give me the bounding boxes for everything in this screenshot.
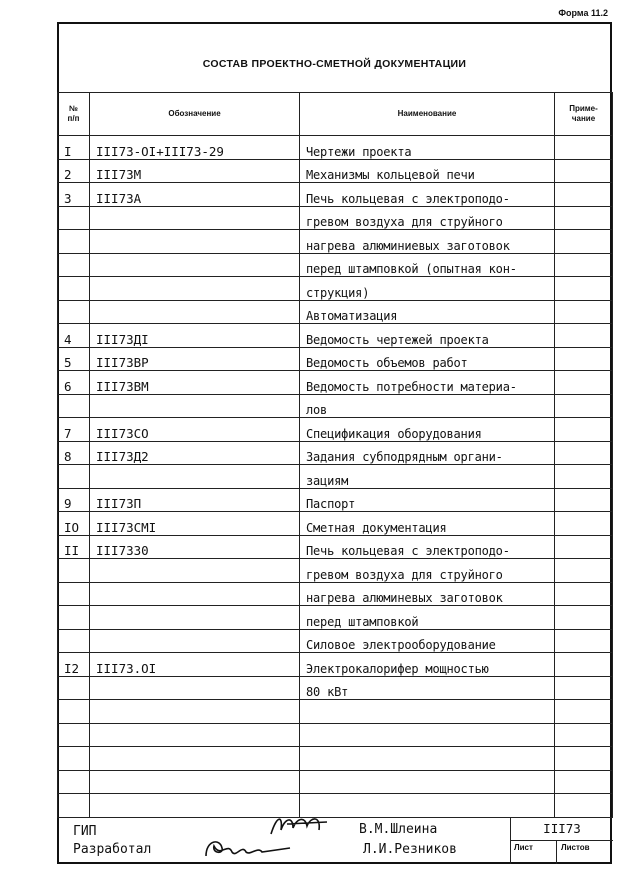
table-row [58, 159, 613, 183]
row-note [555, 653, 613, 677]
table-body [58, 136, 613, 818]
row-note [555, 159, 613, 183]
table-row [58, 676, 613, 700]
table-row [58, 512, 613, 536]
row-name: перед штамповкой [300, 606, 555, 630]
row-designation: III73ДI [90, 324, 300, 348]
row-name: Задания субподрядным органи- [300, 441, 555, 465]
row-name: 80 кВт [300, 676, 555, 700]
role-developer: Разработал [73, 842, 152, 857]
row-name: Автоматизация [300, 300, 555, 324]
row-name: Ведомость чертежей проекта [300, 324, 555, 348]
table-row [58, 606, 613, 630]
row-designation: III73.OI [90, 653, 300, 677]
row-number [58, 277, 90, 301]
row-note [555, 206, 613, 230]
row-name: Спецификация оборудования [300, 418, 555, 442]
row-name [300, 747, 555, 771]
row-number: II [58, 535, 90, 559]
stamp-sheets-label: Листов [561, 843, 590, 852]
person-developer: Л.И.Резников [363, 842, 457, 857]
table-row [58, 371, 613, 395]
row-note [555, 535, 613, 559]
row-number: 2 [58, 159, 90, 183]
row-number [58, 253, 90, 277]
form-label: Форма 11.2 [558, 8, 608, 18]
row-name: Ведомость потребности материа- [300, 371, 555, 395]
stamp-column-divider [556, 840, 557, 864]
table-row [58, 770, 613, 794]
row-designation: III73CO [90, 418, 300, 442]
row-number [58, 465, 90, 489]
row-note [555, 324, 613, 348]
row-name: струкция) [300, 277, 555, 301]
row-designation [90, 629, 300, 653]
row-name: Паспорт [300, 488, 555, 512]
role-gip: ГИП [73, 824, 97, 839]
table-row [58, 277, 613, 301]
row-number: 6 [58, 371, 90, 395]
row-designation [90, 465, 300, 489]
table-row [58, 136, 613, 160]
stamp-divider [511, 840, 613, 841]
table-row [58, 629, 613, 653]
table-row [58, 559, 613, 583]
row-designation [90, 770, 300, 794]
row-number: 5 [58, 347, 90, 371]
row-designation: III73Д2 [90, 441, 300, 465]
row-note [555, 488, 613, 512]
row-number [58, 394, 90, 418]
row-name: Электрокалорифер мощностью [300, 653, 555, 677]
row-number [58, 676, 90, 700]
row-number [58, 606, 90, 630]
row-note [555, 676, 613, 700]
header-name: Наименование [300, 93, 555, 136]
row-number [58, 230, 90, 254]
row-name: гревом воздуха для струйного [300, 559, 555, 583]
row-note [555, 277, 613, 301]
row-number [58, 300, 90, 324]
row-name [300, 770, 555, 794]
table-row [58, 206, 613, 230]
row-number: I2 [58, 653, 90, 677]
row-name: нагрева алюминиевых заготовок [300, 230, 555, 254]
row-note [555, 700, 613, 724]
row-note [555, 465, 613, 489]
row-name: Сметная документация [300, 512, 555, 536]
row-name: перед штамповкой (опытная кон- [300, 253, 555, 277]
table-row [58, 394, 613, 418]
row-designation [90, 394, 300, 418]
row-designation: III7330 [90, 535, 300, 559]
row-name: Силовое электрооборудование [300, 629, 555, 653]
documentation-table [57, 92, 613, 818]
row-designation [90, 606, 300, 630]
row-note [555, 394, 613, 418]
row-note [555, 230, 613, 254]
row-name: лов [300, 394, 555, 418]
row-designation: III73BM [90, 371, 300, 395]
row-note [555, 418, 613, 442]
table-row [58, 582, 613, 606]
table-row [58, 418, 613, 442]
table-row [58, 488, 613, 512]
table-row [58, 230, 613, 254]
table-row [58, 700, 613, 724]
row-note [555, 300, 613, 324]
row-designation: III73П [90, 488, 300, 512]
row-number: 8 [58, 441, 90, 465]
row-designation [90, 253, 300, 277]
row-note [555, 253, 613, 277]
table-row [58, 535, 613, 559]
row-note [555, 136, 613, 160]
row-number: 3 [58, 183, 90, 207]
row-number: IO [58, 512, 90, 536]
row-designation [90, 700, 300, 724]
row-note [555, 606, 613, 630]
row-name [300, 723, 555, 747]
row-number: 4 [58, 324, 90, 348]
signature-developer [202, 834, 297, 862]
row-note [555, 629, 613, 653]
row-number [58, 723, 90, 747]
table-row [58, 723, 613, 747]
row-designation [90, 559, 300, 583]
row-number [58, 559, 90, 583]
row-designation: III73BP [90, 347, 300, 371]
table-row [58, 183, 613, 207]
row-name: зациям [300, 465, 555, 489]
row-name: Печь кольцевая с электроподо- [300, 183, 555, 207]
row-note [555, 582, 613, 606]
header-note: Приме- чание [555, 93, 613, 136]
row-note [555, 441, 613, 465]
row-name: нагрева алюминевых заготовок [300, 582, 555, 606]
table-row [58, 324, 613, 348]
row-name: Механизмы кольцевой печи [300, 159, 555, 183]
table-row [58, 465, 613, 489]
row-name: Печь кольцевая с электроподо- [300, 535, 555, 559]
table-header-row [58, 93, 613, 136]
row-designation [90, 676, 300, 700]
row-note [555, 723, 613, 747]
row-designation [90, 206, 300, 230]
row-note [555, 371, 613, 395]
row-note [555, 347, 613, 371]
row-name: Чертежи проекта [300, 136, 555, 160]
row-designation [90, 582, 300, 606]
row-number [58, 700, 90, 724]
row-designation [90, 230, 300, 254]
row-number [58, 770, 90, 794]
row-number [58, 747, 90, 771]
row-number: I [58, 136, 90, 160]
table-row [58, 300, 613, 324]
row-note [555, 183, 613, 207]
table-row [58, 653, 613, 677]
row-designation: III73A [90, 183, 300, 207]
row-designation [90, 747, 300, 771]
sheet-stamp [510, 818, 613, 864]
table-row [58, 441, 613, 465]
row-name: Ведомость объемов работ [300, 347, 555, 371]
row-designation [90, 300, 300, 324]
table-row [58, 253, 613, 277]
row-designation [90, 723, 300, 747]
row-number: 9 [58, 488, 90, 512]
row-designation: III73-OI+III73-29 [90, 136, 300, 160]
header-designation: Обозначение [90, 93, 300, 136]
row-name [300, 700, 555, 724]
table-row [58, 747, 613, 771]
person-gip: В.М.Шлеина [359, 822, 438, 837]
row-designation: III73M [90, 159, 300, 183]
row-note [555, 559, 613, 583]
row-note [555, 512, 613, 536]
row-designation: III73CMI [90, 512, 300, 536]
stamp-doc-code: III73 [543, 821, 581, 836]
header-num: № п/п [58, 93, 90, 136]
row-designation [90, 277, 300, 301]
row-number: 7 [58, 418, 90, 442]
document-title: СОСТАВ ПРОЕКТНО-СМЕТНОЙ ДОКУМЕНТАЦИИ [202, 58, 467, 70]
row-number [58, 629, 90, 653]
row-name: гревом воздуха для струйного [300, 206, 555, 230]
stamp-sheet-label: Лист [514, 843, 533, 852]
row-note [555, 770, 613, 794]
table-row [58, 347, 613, 371]
row-number [58, 206, 90, 230]
row-number [58, 582, 90, 606]
row-note [555, 747, 613, 771]
